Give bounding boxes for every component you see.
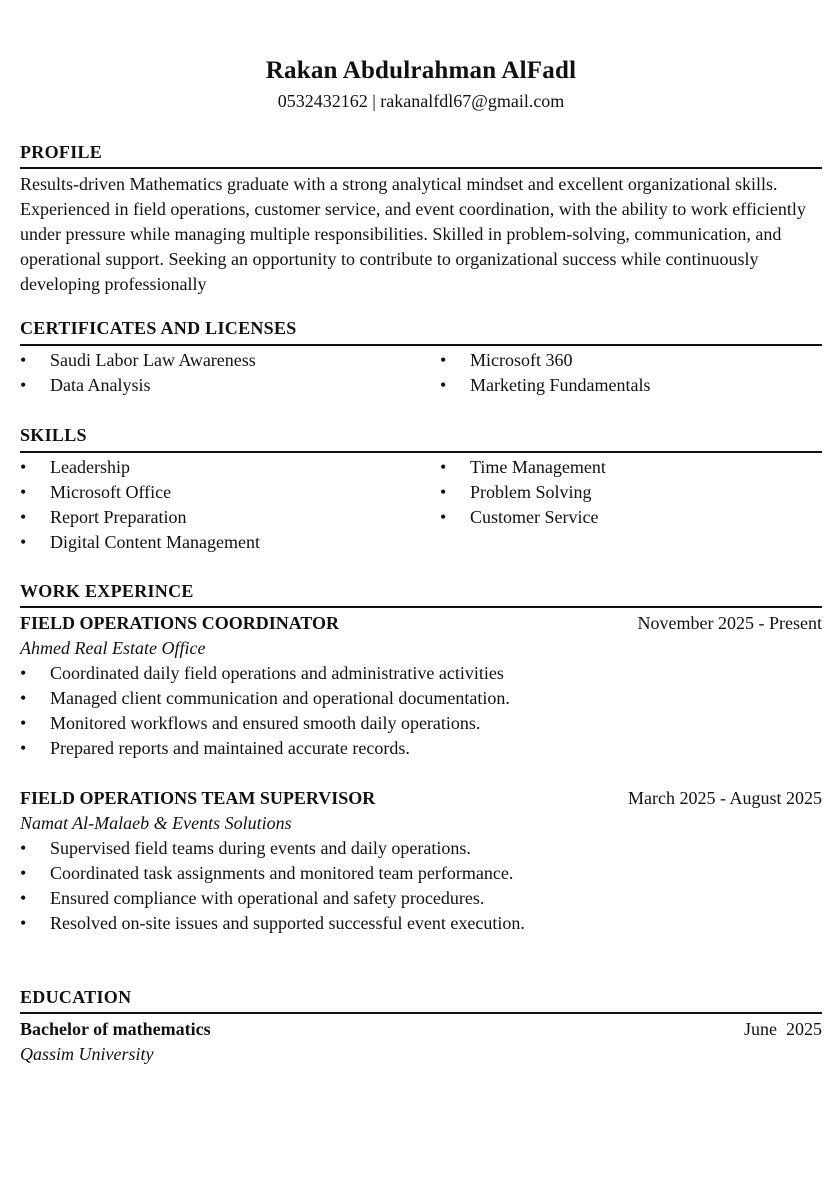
bullet-icon: • bbox=[20, 507, 27, 527]
profile-summary: Results-driven Mathematics graduate with a strong analytical mindset and excellent organizational skills. Experienced in field operations, customer service, and event coordination, with the ability to work efficiently under pressure while managing multiple responsibilities. Skilled in problem-solving, communication, and operational support. Seeking an opportunity to contribute to organizational success while continuously developing professionally bbox=[20, 174, 806, 294]
section-divider bbox=[20, 167, 822, 169]
job-dates: March 2025 - August 2025 bbox=[628, 788, 822, 808]
list-item: • Monitored workflows and ensured smooth daily operations. bbox=[20, 711, 510, 736]
graduation-date: June 2025 bbox=[744, 1019, 822, 1039]
list-item: • Coordinated task assignments and monitored team performance. bbox=[20, 861, 525, 886]
certificates-list-right bbox=[440, 348, 650, 398]
list-item: • Customer Service bbox=[440, 505, 606, 530]
school-name: Qassim University bbox=[20, 1044, 154, 1064]
bullet-icon: • bbox=[20, 713, 27, 733]
job-organization: Namat Al-Malaeb & Events Solutions bbox=[20, 813, 292, 833]
bullet-icon: • bbox=[440, 482, 447, 502]
job-title: FIELD OPERATIONS TEAM SUPERVISOR bbox=[20, 788, 376, 808]
bullet-icon: • bbox=[20, 888, 27, 908]
bullet-icon: • bbox=[20, 663, 27, 683]
list-item: • Prepared reports and maintained accurate records. bbox=[20, 736, 510, 761]
list-item: • Problem Solving bbox=[440, 480, 606, 505]
section-title-certificates: CERTIFICATES AND LICENSES bbox=[20, 318, 297, 338]
bullet-icon: • bbox=[440, 350, 447, 370]
bullet-icon: • bbox=[20, 532, 27, 552]
list-item: • Microsoft 360 bbox=[440, 348, 650, 373]
bullet-icon: • bbox=[20, 838, 27, 858]
bullet-icon: • bbox=[20, 863, 27, 883]
section-divider bbox=[20, 606, 822, 608]
contact-line: 0532432162 | rakanalfdl67@gmail.com bbox=[277, 91, 565, 111]
bullet-icon: • bbox=[20, 738, 27, 758]
job-bullets bbox=[20, 661, 510, 761]
degree-title: Bachelor of mathematics bbox=[20, 1019, 211, 1039]
bullet-icon: • bbox=[20, 457, 27, 477]
bullet-icon: • bbox=[20, 688, 27, 708]
list-item: • Report Preparation bbox=[20, 505, 260, 530]
job-bullets bbox=[20, 836, 525, 936]
bullet-icon: • bbox=[440, 457, 447, 477]
list-item: • Resolved on-site issues and supported successful event execution. bbox=[20, 911, 525, 936]
list-item: • Marketing Fundamentals bbox=[440, 373, 650, 398]
job-title: FIELD OPERATIONS COORDINATOR bbox=[20, 613, 340, 633]
list-item: • Coordinated daily field operations and administrative activities bbox=[20, 661, 510, 686]
list-item: • Saudi Labor Law Awareness bbox=[20, 348, 256, 373]
candidate-name: Rakan Abdulrahman AlFadl bbox=[265, 57, 577, 84]
skills-list-right bbox=[440, 455, 606, 530]
list-item: • Time Management bbox=[440, 455, 606, 480]
list-item: • Supervised field teams during events and daily operations. bbox=[20, 836, 525, 861]
list-item: • Managed client communication and operational documentation. bbox=[20, 686, 510, 711]
job-dates: November 2025 - Present bbox=[637, 613, 822, 633]
list-item: • Leadership bbox=[20, 455, 260, 480]
section-title-education: EDUCATION bbox=[20, 987, 132, 1007]
section-title-profile: PROFILE bbox=[20, 142, 103, 162]
skills-list-left bbox=[20, 455, 260, 555]
list-item: • Microsoft Office bbox=[20, 480, 260, 505]
list-item: • Ensured compliance with operational and safety procedures. bbox=[20, 886, 525, 911]
job-organization: Ahmed Real Estate Office bbox=[20, 638, 206, 658]
certificates-list-left bbox=[20, 348, 256, 398]
list-item: • Data Analysis bbox=[20, 373, 256, 398]
bullet-icon: • bbox=[440, 507, 447, 527]
bullet-icon: • bbox=[20, 350, 27, 370]
section-title-experience: WORK EXPERINCE bbox=[20, 581, 194, 601]
section-divider bbox=[20, 451, 822, 453]
bullet-icon: • bbox=[20, 375, 27, 395]
section-divider bbox=[20, 1012, 822, 1014]
bullet-icon: • bbox=[20, 482, 27, 502]
list-item: • Digital Content Management bbox=[20, 530, 260, 555]
section-divider bbox=[20, 344, 822, 346]
bullet-icon: • bbox=[20, 913, 27, 933]
section-title-skills: SKILLS bbox=[20, 425, 87, 445]
bullet-icon: • bbox=[440, 375, 447, 395]
